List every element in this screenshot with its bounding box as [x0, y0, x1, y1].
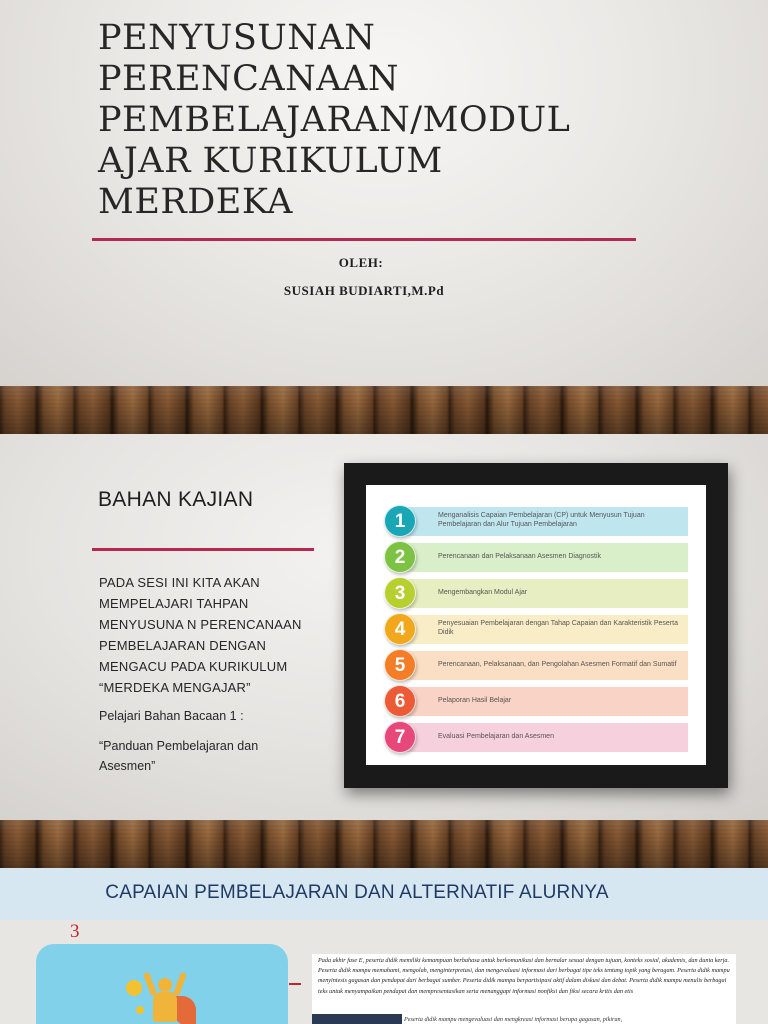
step-label: Evaluasi Pembelajaran dan Asesmen [438, 732, 554, 740]
slide-heading: BAHAN KAJIAN [98, 488, 254, 511]
presentation-title: PENYUSUNAN PERENCANAAN PEMBELAJARAN/MODUL AJAR KURIKULUM MERDEKA [98, 18, 571, 222]
step-number-badge: 2 [384, 541, 416, 573]
step-number-badge: 3 [384, 577, 416, 609]
reference-label: Pelajari Bahan Bacaan 1 : [99, 709, 244, 723]
person-body-icon [153, 992, 177, 1022]
slide-body-text: PADA SESI INI KITA AKAN MEMPELAJARI TAHPAN MENYUSUNA N PERENCANAAN PEMBELAJARAN DENGAN MENGACU PADA KURIKULUM “MERDEKA MENGAJAR” [99, 575, 302, 695]
step-number-badge: 5 [384, 649, 416, 681]
person-arm-icon [173, 972, 187, 997]
wood-floor-divider [0, 386, 768, 434]
cp-text-box [312, 954, 736, 1024]
step-number-badge: 7 [384, 721, 416, 753]
step-item [384, 685, 688, 715]
step-label: Mengembangkan Modul Ajar [438, 588, 528, 596]
step-number-badge: 6 [384, 685, 416, 717]
cape-icon [174, 996, 196, 1024]
step-item [384, 505, 688, 535]
step-label: Pelaporan Hasil Belajar [438, 696, 512, 704]
slide-capaian [0, 920, 768, 1024]
steps-infographic-frame [344, 463, 728, 788]
reference-title: “Panduan Pembelajaran dan Asesmen” [99, 739, 259, 773]
step-item [384, 649, 688, 679]
wood-floor-divider [0, 820, 768, 868]
step-number-badge: 4 [384, 613, 416, 645]
step-item [384, 613, 688, 643]
banner-title: CAPAIAN PEMBELAJARAN DAN ALTERNATIF ALURNYA [105, 882, 609, 903]
step-label: Penyesuaian Pembelajaran dengan Tahap Capaian dan Karakteristik Peserta Didik [438, 620, 678, 636]
step-number-badge: 1 [384, 505, 416, 537]
cp-paragraph: Pada akhir fase E, peserta didik memiliki kemampuan berbahasa untuk berkomunikasi dan bernalar sesuai dengan tujuan, konteks sosial, akademis, dan dunia kerja. Peserta didik mampu memahami, mengolah, menginterpretasi, dan mengevaluasi informasi dari berbagai tipe teks tentang topik yang beragam. Peserta didik mampu menyintesis gagasan dan pendapat dari berbagai sumber. Peserta didik mampu berpartisipasi aktif dalam diskusi dan debat. Peserta didik mampu menulis berbagai teks untuk menyampaikan pendapat dan mempresentasikan serta menanggapi informasi nonfiksi dan fiksi secara kritis dan etis [318, 957, 730, 995]
slide-banner [0, 868, 768, 920]
title-divider [92, 238, 636, 241]
connector-line [289, 983, 301, 985]
illustration-card [36, 944, 288, 1024]
author-name: SUSIAH BUDIARTI,M.Pd [283, 283, 445, 298]
slide-number: 3 [70, 921, 80, 942]
dot-icon [136, 1006, 144, 1014]
sun-icon [126, 980, 142, 996]
step-label: Menganalisis Capaian Pembelajaran (CP) untuk Menyusun Tujuan Pembelajaran dan Alur Tujuan Pembelajaran [438, 512, 645, 528]
text-box-label-strip [312, 1014, 402, 1024]
steps-infographic [366, 485, 706, 765]
by-label: OLEH: [338, 255, 384, 270]
step-label: Perencanaan, Pelaksanaan, dan Pengolahan Asesmen Formatif dan Sumatif [438, 660, 677, 668]
heading-divider [92, 548, 314, 551]
step-item [384, 721, 688, 751]
step-item [384, 577, 688, 607]
slide-bahan-kajian [0, 434, 768, 820]
person-arm-icon [143, 972, 157, 997]
step-item [384, 541, 688, 571]
person-head-icon [158, 978, 172, 992]
cp-paragraph-2: Peserta didik mampu mengevaluasi dan mengkreasi informasi berupa gagasan, pikiran, [404, 1016, 623, 1023]
step-label: Perencanaan dan Pelaksanaan Asesmen Diagnostik [438, 552, 602, 560]
slide-title [0, 0, 768, 386]
